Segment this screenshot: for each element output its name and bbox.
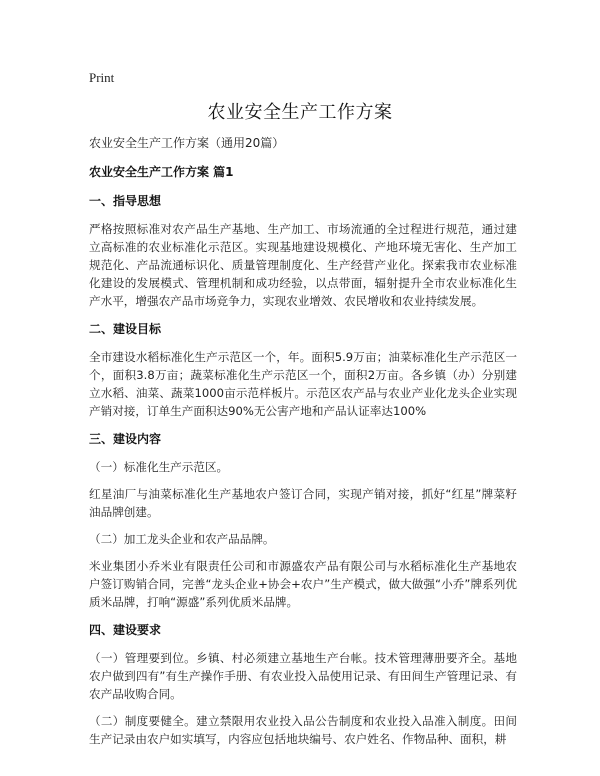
document-body [89, 133, 517, 757]
paragraph: （一）管理要到位。乡镇、村必须建立基地生产台帐。技术管理薄册要齐全。基地农户做到四有”有生产操作手册、有农业投入品使用记录、有田间生产管理记录、有农产品收购合同。 [89, 651, 517, 701]
paragraph: 米业集团小乔米业有限责任公司和市源盛农产品有限公司与水稻标准化生产基地农户签订购销合同，完善“龙头企业+协会+农户”生产模式，做大做强“小乔”牌系列优质米品牌，打响“源盛”系列优质米品牌。 [89, 559, 517, 609]
paragraph: 严格按照标准对农产品生产基地、生产加工、市场流通的全过程进行规范，通过建立高标准的农业标准化示范区。实现基地建设规模化、产地环境无害化、生产加工规范化、产品流通标识化、质量管理制度化、生产经营产业化。探索我市农业标准化建设的发展模式、管理机制和成功经验，以点带面，辐射提升全市农业标准化生产水平，增强农产品市场竞争力，实现农业增效、农民增收和农业持续发展。 [89, 222, 517, 308]
print-link[interactable]: Print [89, 70, 115, 85]
paragraph: （一）标准化生产示范区。 [89, 460, 229, 474]
paragraph: （二）加工龙头企业和农产品品牌。 [89, 532, 275, 546]
section-heading-construction-goals: 二、建设目标 [89, 322, 162, 336]
article-title: 农业安全生产工作方案 篇1 [89, 165, 234, 179]
paragraph: 全市建设水稻标准化生产示范区一个，年。面积5.9万亩；油菜标准化生产示范区一个，面积3.8万亩；蔬菜标准化生产示范区一个，面积2万亩。各乡镇（办）分别建立水稻、油菜、蔬菜1000亩示范样板片。示范区农产品与农业产业化龙头企业实现产销对接，订单生产面积达90%无公害产地和产品认证率达100% [89, 350, 517, 418]
paragraph: （二）制度要健全。建立禁限用农业投入品公告制度和农业投入品准入制度。田间生产记录由农户如实填写，内容应包括地块编号、农户姓名、作物品种、面积，耕 [89, 714, 517, 746]
section-heading-construction-content: 三、建设内容 [89, 432, 162, 446]
section-heading-construction-requirements: 四、建设要求 [89, 623, 162, 637]
paragraph: 红星油厂与油菜标准化生产基地农户签订合同，实现产销对接，抓好“红星”牌菜籽油品牌创建。 [89, 487, 517, 519]
section-heading-guiding-ideology: 一、指导思想 [89, 194, 162, 208]
document-subtitle: 农业安全生产工作方案（通用20篇） [89, 136, 285, 150]
document-title: 农业安全生产工作方案 [207, 102, 393, 123]
